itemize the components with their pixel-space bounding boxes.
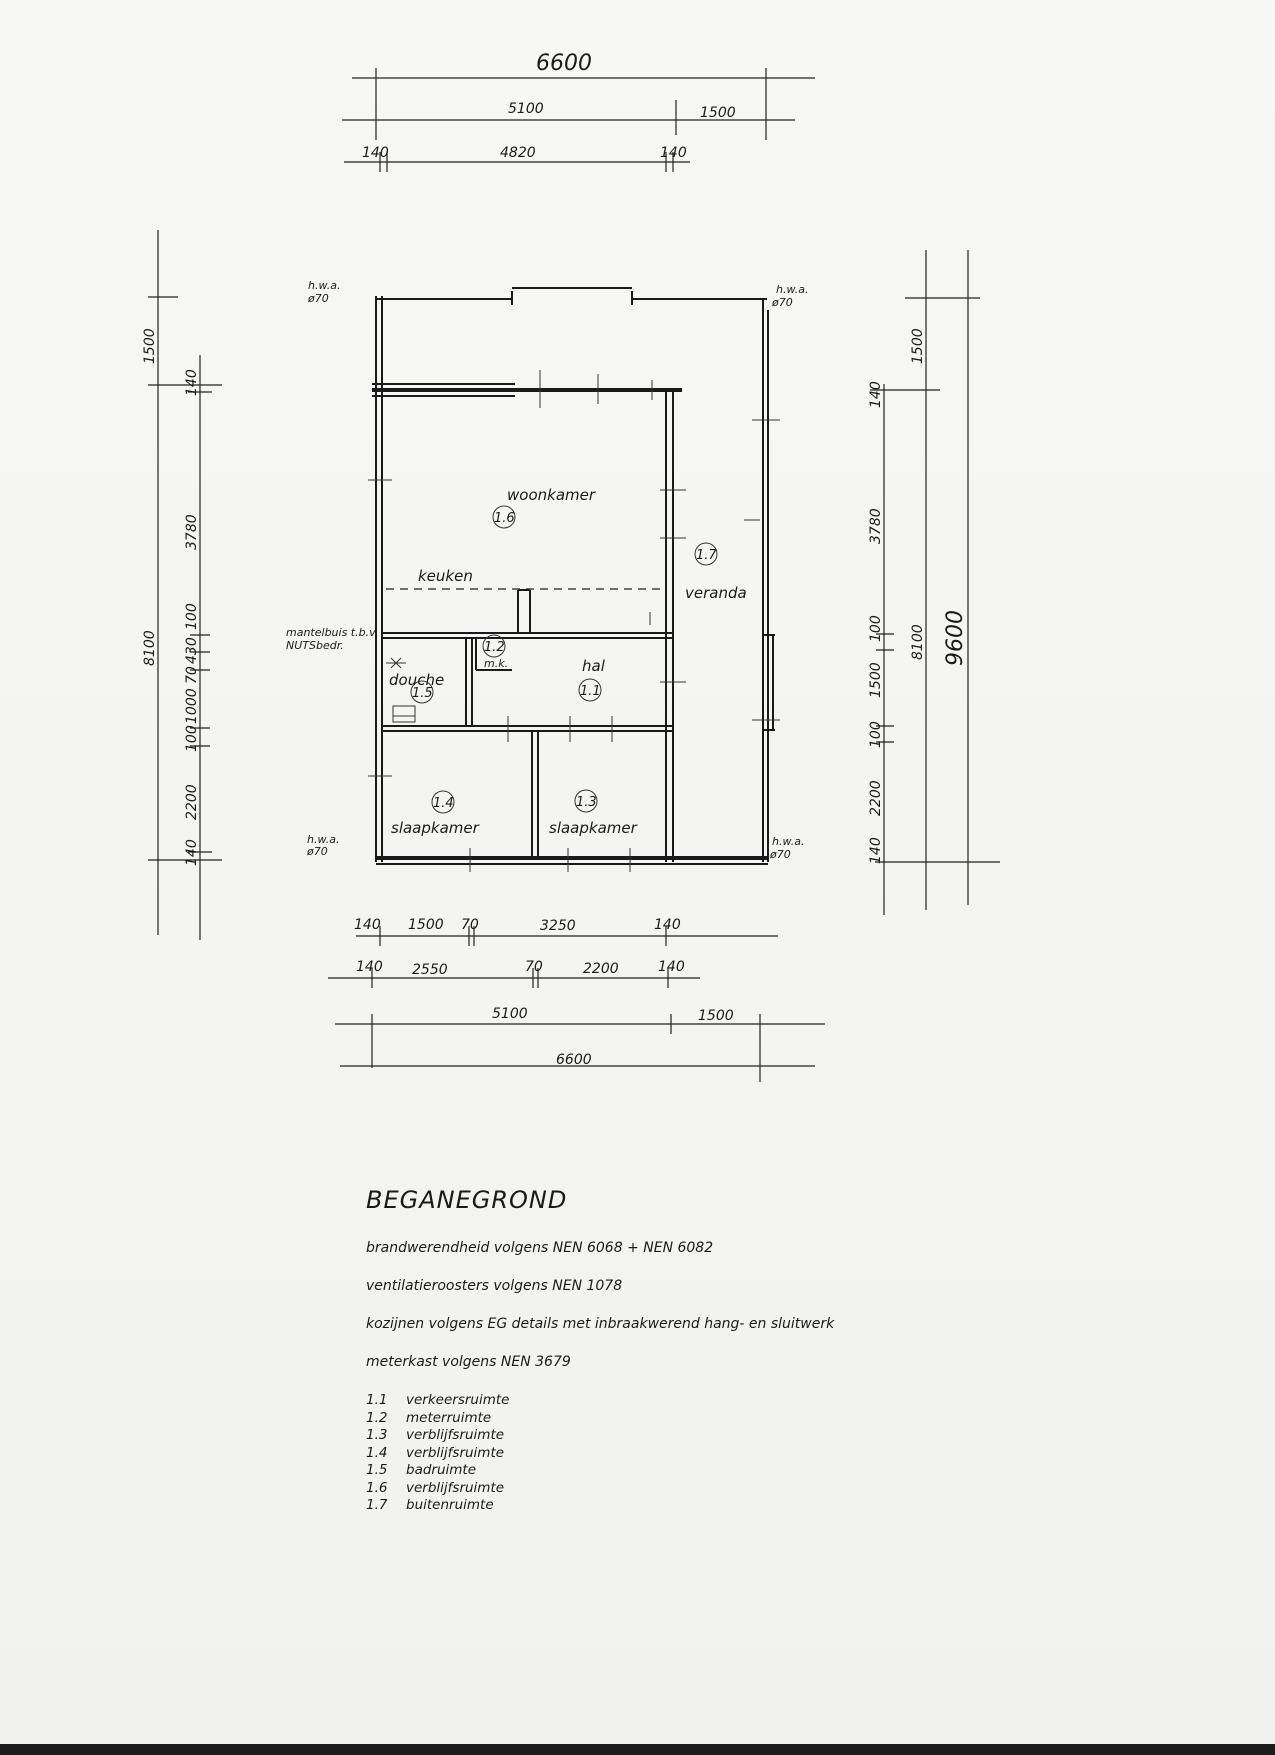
legend-label: badruimte xyxy=(406,1462,477,1478)
utility-note-line1: mantelbuis t.b.v. xyxy=(286,626,379,639)
hwa-size-bottom-left: ø70 xyxy=(307,845,328,858)
scan-edge xyxy=(0,1744,1275,1755)
hwa-label-top-left: h.w.a. xyxy=(308,279,341,292)
left-dimensions xyxy=(142,230,222,940)
dim-bottom-main: 5100 xyxy=(492,1006,528,1022)
room-woonkamer-code: 1.6 xyxy=(494,511,515,526)
dim-right-total: 8100 xyxy=(910,624,926,660)
legend-item xyxy=(366,1462,1066,1480)
dim-left-small-2: 430 xyxy=(184,637,200,664)
dim-bottom-r2-b: 2550 xyxy=(412,962,448,978)
notes-block xyxy=(366,1186,1066,1515)
dim-left-mid: 3780 xyxy=(184,514,200,550)
legend-label: meterruimte xyxy=(406,1409,492,1426)
legend-item xyxy=(366,1427,1066,1445)
sheet-title: BEGANEGROND xyxy=(366,1186,568,1214)
dim-top-inner: 4820 xyxy=(500,145,536,161)
dim-bottom-r1-b: 1500 xyxy=(408,917,444,933)
legend-item xyxy=(366,1497,1066,1515)
legend-item xyxy=(366,1480,1066,1498)
dim-bottom-r2-c: 70 xyxy=(525,959,543,975)
bottom-dimensions xyxy=(328,917,825,1082)
room-mk-code: 1.2 xyxy=(484,640,505,655)
plan-labels xyxy=(286,279,809,861)
dim-left-top: 1500 xyxy=(142,328,158,364)
dim-top-veranda: 1500 xyxy=(700,105,736,121)
hwa-size-bottom-right: ø70 xyxy=(770,848,791,861)
dim-left-small-5: 100 xyxy=(184,725,200,752)
room-slaapkamer-left-code: 1.4 xyxy=(433,796,454,811)
legend-label: verblijfsruimte xyxy=(406,1427,505,1443)
dim-left-bottom: 2200 xyxy=(184,784,200,820)
room-mk-name: m.k. xyxy=(484,657,509,670)
dim-right-top: 1500 xyxy=(910,328,926,364)
legend-code: 1.6 xyxy=(366,1479,388,1496)
note-line-2: ventilatieroosters volgens NEN 1078 xyxy=(366,1278,623,1294)
hwa-size-top-right: ø70 xyxy=(772,296,793,309)
legend-code: 1.4 xyxy=(366,1444,388,1461)
dim-bottom-r1-c: 70 xyxy=(461,917,479,933)
dim-left-small-1: 100 xyxy=(184,603,200,630)
legend-code: 1.1 xyxy=(366,1392,388,1408)
note-line-4: meterkast volgens NEN 3679 xyxy=(366,1354,571,1370)
dim-bottom-veranda: 1500 xyxy=(698,1008,734,1024)
hwa-label-top-right: h.w.a. xyxy=(776,283,809,296)
dim-left-small-4: 1000 xyxy=(184,688,200,724)
dim-top-main: 5100 xyxy=(508,101,544,117)
room-slaapkamer-right-code: 1.3 xyxy=(576,795,597,810)
note-line-1: brandwerendheid volgens NEN 6068 + NEN 6082 xyxy=(366,1240,714,1256)
room-hal-name: hal xyxy=(582,657,605,675)
dim-bottom-r1-a: 140 xyxy=(354,917,381,933)
legend-code: 1.2 xyxy=(366,1409,388,1426)
hwa-size-top-left: ø70 xyxy=(308,292,329,305)
legend-label: verblijfsruimte xyxy=(406,1479,505,1496)
legend-code: 1.3 xyxy=(366,1427,388,1443)
hwa-label-bottom-right: h.w.a. xyxy=(772,835,805,848)
room-veranda-code: 1.7 xyxy=(696,548,717,563)
dim-right-overall: 9600 xyxy=(943,610,968,666)
room-legend xyxy=(366,1392,1066,1515)
legend-label: buitenruimte xyxy=(406,1497,494,1513)
dim-right-small-1: 100 xyxy=(868,615,884,642)
dim-bottom-r2-a: 140 xyxy=(356,959,383,975)
dim-right-bottom: 2200 xyxy=(868,780,884,816)
dim-top-wall-right: 140 xyxy=(660,145,687,161)
top-dimensions xyxy=(342,51,815,172)
dim-bottom-overall: 6600 xyxy=(556,1052,592,1068)
dim-left-wall-bottom: 140 xyxy=(184,839,200,866)
dim-left-small-3: 70 xyxy=(184,666,200,684)
dim-left-wall-top: 140 xyxy=(184,369,200,396)
dim-right-wall-bottom: 140 xyxy=(868,837,884,864)
dim-left-total: 8100 xyxy=(142,630,158,666)
room-slaapkamer-right-name: slaapkamer xyxy=(549,819,637,837)
dim-right-mid: 3780 xyxy=(868,508,884,544)
room-douche-name: douche xyxy=(389,671,445,689)
legend-item xyxy=(366,1445,1066,1463)
legend-item xyxy=(366,1392,1066,1410)
dim-bottom-r1-d: 3250 xyxy=(540,918,576,934)
legend-label: verblijfsruimte xyxy=(406,1444,505,1461)
right-dimensions xyxy=(868,250,1000,915)
note-line-3: kozijnen volgens EG details met inbraakwerend hang- en sluitwerk xyxy=(366,1316,835,1332)
dim-right-small-2: 100 xyxy=(868,721,884,748)
room-douche-code: 1.5 xyxy=(412,686,433,701)
dim-right-hal: 1500 xyxy=(868,662,884,698)
dim-top-overall: 6600 xyxy=(536,51,592,76)
dim-bottom-r2-d: 2200 xyxy=(583,961,619,977)
room-woonkamer-name: woonkamer xyxy=(507,486,596,504)
legend-item xyxy=(366,1410,1066,1428)
legend-code: 1.7 xyxy=(366,1497,388,1513)
legend-label: verkeersruimte xyxy=(406,1392,510,1408)
dim-bottom-r2-e: 140 xyxy=(658,959,685,975)
room-veranda-name: veranda xyxy=(685,584,747,602)
room-slaapkamer-left-name: slaapkamer xyxy=(391,819,479,837)
dim-right-wall-top: 140 xyxy=(868,381,884,408)
dim-bottom-r1-e: 140 xyxy=(654,917,681,933)
utility-note-line2: NUTSbedr. xyxy=(286,639,344,652)
legend-code: 1.5 xyxy=(366,1462,388,1478)
room-hal-code: 1.1 xyxy=(580,684,601,699)
dim-top-wall-left: 140 xyxy=(362,145,389,161)
hwa-label-bottom-left: h.w.a. xyxy=(307,833,340,846)
room-keuken-name: keuken xyxy=(418,567,473,585)
